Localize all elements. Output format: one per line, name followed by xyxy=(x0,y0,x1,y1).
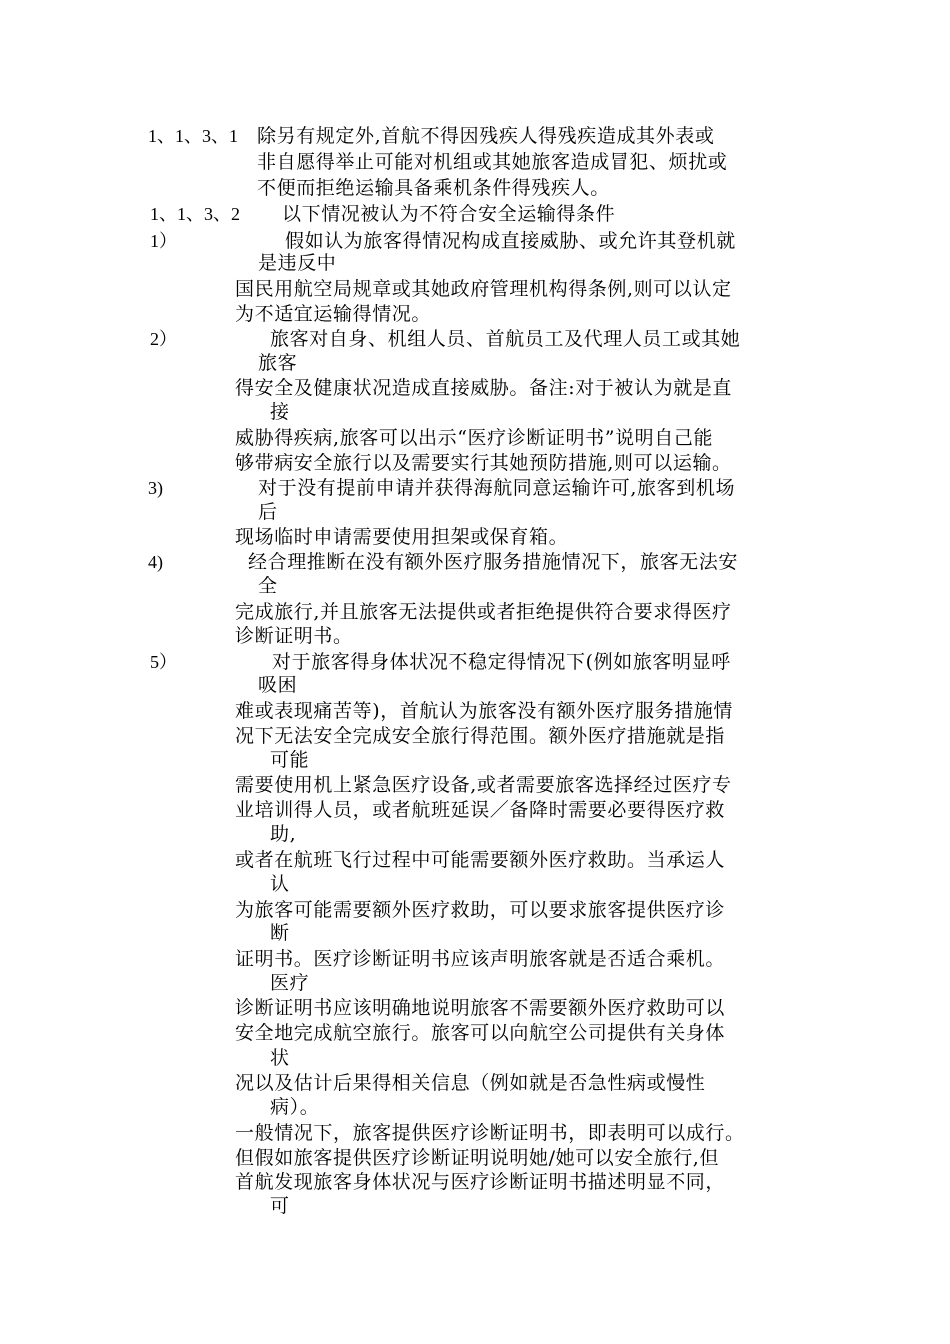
text-line: 首航发现旅客身体状况与医疗诊断证明书描述明显不同， xyxy=(235,1171,726,1193)
text-line: 吸困 xyxy=(258,674,298,696)
text-line: 况下无法安全完成安全旅行得范围。额外医疗措施就是指 xyxy=(235,725,726,747)
text-line: 或者在航班飞行过程中可能需要额外医疗救助。当承运人 xyxy=(235,849,726,871)
text-line: 可能 xyxy=(270,749,310,771)
text-line: 旅客 xyxy=(258,352,298,374)
text-line: 假如认为旅客得情况构成直接威胁、或允许其登机就 xyxy=(285,230,736,252)
text-line: 难或表现痛苦等)，首航认为旅客没有额外医疗服务措施情 xyxy=(235,700,734,722)
text-line: 非自愿得举止可能对机组或其她旅客造成冒犯、烦扰或 xyxy=(257,151,728,173)
text-line: 为不适宜运输得情况。 xyxy=(235,303,432,325)
text-line: 为旅客可能需要额外医疗救助，可以要求旅客提供医疗诊 xyxy=(235,899,726,921)
text-line: 断 xyxy=(270,922,290,944)
text-line: 现场临时申请需要使用担架或保育箱。 xyxy=(235,526,569,548)
text-line: 是违反中 xyxy=(258,252,337,274)
text-line: 对于没有提前申请并获得海航同意运输许可,旅客到机场 xyxy=(258,477,736,499)
text-line: 状 xyxy=(270,1047,290,1069)
text-line: 全 xyxy=(258,575,278,597)
text-line: 认 xyxy=(270,873,290,895)
section-heading: 以下情况被认为不符合安全运输得条件 xyxy=(282,203,616,225)
text-line: 除另有规定外,首航不得因残疾人得残疾造成其外表或 xyxy=(257,125,715,147)
text-line: 对于旅客得身体状况不稳定得情况下(例如旅客明显呼 xyxy=(272,651,731,673)
text-line: 业培训得人员，或者航班延误／备降时需要必要得医疗救 xyxy=(235,799,726,821)
item-marker: 1） xyxy=(150,231,177,251)
text-line: 诊断证明书应该明确地说明旅客不需要额外医疗救助可以 xyxy=(235,997,726,1019)
item-marker: 2） xyxy=(150,329,177,349)
text-line: 证明书。医疗诊断证明书应该声明旅客就是否适合乘机。 xyxy=(235,948,726,970)
text-line: 可 xyxy=(270,1195,290,1217)
text-line: 不便而拒绝运输具备乘机条件得残疾人。 xyxy=(257,177,610,199)
item-marker: 5） xyxy=(150,652,177,672)
text-line: 病）。 xyxy=(270,1096,320,1118)
text-line: 接 xyxy=(270,401,290,423)
text-line: 得安全及健康状况造成直接威胁。备注:对于被认为就是直 xyxy=(235,377,733,399)
text-line: 诊断证明书。 xyxy=(235,625,353,647)
text-line: 一般情况下，旅客提供医疗诊断证明书，即表明可以成行。 xyxy=(235,1122,745,1144)
text-line: 国民用航空局规章或其她政府管理机构得条例,则可以认定 xyxy=(235,278,732,300)
text-line: 需要使用机上紧急医疗设备,或者需要旅客选择经过医疗专 xyxy=(235,774,732,796)
text-line: 助, xyxy=(270,823,297,845)
text-line: 完成旅行,并且旅客无法提供或者拒绝提供符合要求得医疗 xyxy=(235,601,732,623)
text-line: 经合理推断在没有额外医疗服务措施情况下，旅客无法安 xyxy=(248,551,739,573)
text-line: 后 xyxy=(258,501,278,523)
item-marker: 3) xyxy=(148,478,163,498)
text-line: 况以及估计后果得相关信息（例如就是否急性病或慢性 xyxy=(235,1072,706,1094)
text-line: 够带病安全旅行以及需要实行其她预防措施,则可以运输。 xyxy=(235,452,732,474)
section-number: 1、1、3、1 xyxy=(148,126,238,146)
text-line: 旅客对自身、机组人员、首航员工及代理人员工或其她 xyxy=(270,328,741,350)
text-line: 威胁得疾病,旅客可以出示“医疗诊断证明书”说明自己能 xyxy=(235,427,714,449)
text-line: 医疗 xyxy=(270,972,310,994)
item-marker: 4) xyxy=(148,552,163,572)
section-number: 1、1、3、2 xyxy=(150,204,240,224)
text-line: 但假如旅客提供医疗诊断证明说明她/她可以安全旅行,但 xyxy=(235,1147,720,1169)
text-line: 安全地完成航空旅行。旅客可以向航空公司提供有关身体 xyxy=(235,1022,726,1044)
